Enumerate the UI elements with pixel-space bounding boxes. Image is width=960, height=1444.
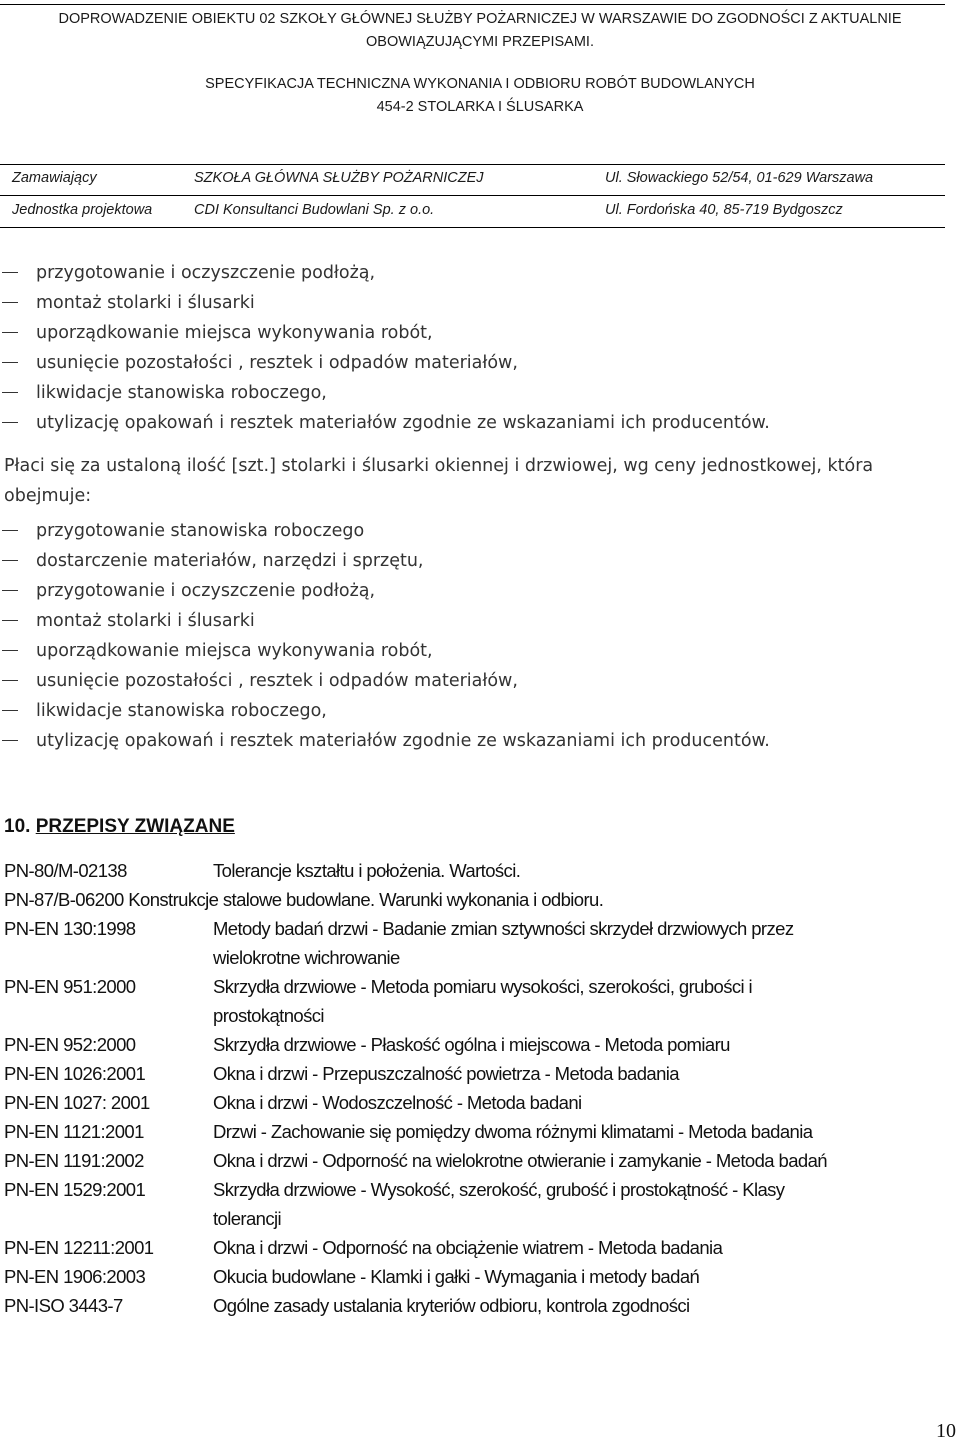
ordering-party-label: Zamawiający bbox=[12, 170, 97, 186]
standard-row bbox=[0, 856, 960, 885]
payment-paragraph: Płaci się za ustaloną ilość [szt.] stolarki i ślusarki okiennej i drzwiowej, wg ceny jednostkowej, która obejmuje: bbox=[4, 456, 874, 506]
standard-description: Skrzydła drzwiowe - Metoda pomiaru wysokości, szerokości, grubości i prostokątności bbox=[213, 976, 753, 1026]
specification-subtitle: 454-2 STOLARKA I ŚLUSARKA bbox=[376, 99, 584, 115]
standard-description: Okna i drzwi - Przepuszczalność powietrza - Metoda badania bbox=[213, 1063, 679, 1084]
standard-row bbox=[0, 1030, 960, 1059]
ordering-party-name: SZKOŁA GŁÓWNA SŁUŻBY POŻARNICZEJ bbox=[194, 170, 484, 186]
dash-bullet-icon bbox=[2, 362, 18, 363]
standard-code: PN-EN 1529:2001 bbox=[4, 1179, 146, 1200]
dash-bullet-icon bbox=[2, 392, 18, 393]
standard-code: PN-EN 1026:2001 bbox=[4, 1063, 146, 1084]
specification-title: SPECYFIKACJA TECHNICZNA WYKONANIA I ODBIORU ROBÓT BUDOWLANYCH bbox=[205, 76, 755, 92]
section-number: 10. bbox=[4, 816, 31, 837]
standard-row bbox=[0, 1233, 960, 1262]
document-title-line-1: DOPROWADZENIE OBIEKTU 02 SZKOŁY GŁÓWNEJ SŁUŻBY POŻARNICZEJ W WARSZAWIE DO ZGODNOŚCI Z AKTUALNIE bbox=[58, 11, 902, 27]
standard-row bbox=[0, 885, 960, 914]
dash-bullet-icon bbox=[2, 422, 18, 423]
list-item: likwidacje stanowiska roboczego, bbox=[0, 378, 770, 408]
standard-code: PN-EN 1121:2001 bbox=[4, 1121, 144, 1142]
dash-bullet-icon bbox=[2, 272, 18, 273]
standard-row bbox=[0, 1117, 960, 1146]
list-item: usunięcie pozostałości , resztek i odpadów materiałów, bbox=[0, 348, 770, 378]
work-scope-list bbox=[0, 258, 770, 438]
standard-row bbox=[0, 1175, 960, 1233]
standard-description: Ogólne zasady ustalania kryteriów odbioru, kontrola zgodności bbox=[213, 1295, 690, 1316]
ordering-party-row bbox=[12, 170, 942, 194]
standards-list bbox=[0, 856, 960, 1320]
standard-code: PN-87/B-06200 bbox=[4, 889, 124, 910]
standard-code: PN-EN 951:2000 bbox=[4, 976, 136, 997]
dash-bullet-icon bbox=[2, 620, 18, 621]
standard-description: Skrzydła drzwiowe - Płaskość ogólna i miejscowa - Metoda pomiaru bbox=[213, 1034, 730, 1055]
standard-description: Konstrukcje stalowe budowlane. Warunki wykonania i odbioru. bbox=[128, 889, 604, 910]
section-title: PRZEPISY ZWIĄZANE bbox=[35, 816, 235, 837]
list-item: likwidacje stanowiska roboczego, bbox=[0, 696, 770, 726]
design-unit-address: Ul. Fordońska 40, 85-719 Bydgoszcz bbox=[605, 202, 843, 218]
list-item: uporządkowanie miejsca wykonywania robót, bbox=[0, 318, 770, 348]
standard-code: PN-EN 1191:2002 bbox=[4, 1150, 144, 1171]
standard-description: Metody badań drzwi - Badanie zmian sztywności skrzydeł drzwiowych przez wielokrotne wichrowanie bbox=[213, 918, 794, 968]
list-item: dostarczenie materiałów, narzędzi i sprzętu, bbox=[0, 546, 770, 576]
standard-row bbox=[0, 972, 960, 1030]
standard-code: PN-EN 952:2000 bbox=[4, 1034, 136, 1055]
price-scope-list bbox=[0, 516, 770, 756]
standard-row bbox=[0, 1146, 960, 1175]
standard-description: Drzwi - Zachowanie się pomiędzy dwoma różnymi klimatami - Metoda badania bbox=[213, 1121, 813, 1142]
design-unit-row bbox=[12, 202, 942, 226]
standard-description: Tolerancje kształtu i położenia. Wartości. bbox=[213, 860, 521, 881]
dash-bullet-icon bbox=[2, 332, 18, 333]
standard-description: Okucia budowlane - Klamki i gałki - Wymagania i metody badań bbox=[213, 1266, 700, 1287]
standard-code: PN-ISO 3443-7 bbox=[4, 1295, 123, 1316]
standard-code: PN-EN 1027: 2001 bbox=[4, 1092, 150, 1113]
dash-bullet-icon bbox=[2, 530, 18, 531]
info-table-top-rule bbox=[0, 164, 945, 165]
standard-row bbox=[0, 914, 960, 972]
header-top-rule bbox=[0, 4, 945, 5]
section-heading bbox=[4, 816, 235, 838]
standard-description: Skrzydła drzwiowe - Wysokość, szerokość, grubość i prostokątność - Klasy tolerancji bbox=[213, 1179, 785, 1229]
dash-bullet-icon bbox=[2, 680, 18, 681]
standard-code: PN-80/M-02138 bbox=[4, 860, 127, 881]
list-item: uporządkowanie miejsca wykonywania robót, bbox=[0, 636, 770, 666]
list-item: przygotowanie i oczyszczenie podłożą, bbox=[0, 258, 770, 288]
standard-code: PN-EN 1906:2003 bbox=[4, 1266, 146, 1287]
list-item: utylizację opakowań i resztek materiałów zgodnie ze wskazaniami ich producentów. bbox=[0, 408, 770, 438]
dash-bullet-icon bbox=[2, 650, 18, 651]
info-table-bottom-rule bbox=[0, 227, 945, 228]
ordering-party-address: Ul. Słowackiego 52/54, 01-629 Warszawa bbox=[605, 170, 874, 186]
standard-description: Okna i drzwi - Wodoszczelność - Metoda badani bbox=[213, 1092, 582, 1113]
dash-bullet-icon bbox=[2, 590, 18, 591]
standard-row bbox=[0, 1088, 960, 1117]
info-table-middle-rule bbox=[0, 195, 945, 196]
standard-code: PN-EN 130:1998 bbox=[4, 918, 136, 939]
dash-bullet-icon bbox=[2, 302, 18, 303]
list-item: usunięcie pozostałości , resztek i odpadów materiałów, bbox=[0, 666, 770, 696]
list-item: przygotowanie stanowiska roboczego bbox=[0, 516, 770, 546]
document-title-line-2: OBOWIĄZUJĄCYMI PRZEPISAMI. bbox=[366, 34, 594, 50]
standard-description: Okna i drzwi - Odporność na wielokrotne otwieranie i zamykanie - Metoda badań bbox=[213, 1150, 827, 1171]
standard-row bbox=[0, 1059, 960, 1088]
standard-description: Okna i drzwi - Odporność na obciążenie wiatrem - Metoda badania bbox=[213, 1237, 723, 1258]
list-item: utylizację opakowań i resztek materiałów zgodnie ze wskazaniami ich producentów. bbox=[0, 726, 770, 756]
dash-bullet-icon bbox=[2, 560, 18, 561]
dash-bullet-icon bbox=[2, 740, 18, 741]
list-item: montaż stolarki i ślusarki bbox=[0, 288, 770, 318]
design-unit-label: Jednostka projektowa bbox=[12, 202, 153, 218]
list-item: przygotowanie i oczyszczenie podłożą, bbox=[0, 576, 770, 606]
standard-row bbox=[0, 1291, 960, 1320]
standard-code: PN-EN 12211:2001 bbox=[4, 1237, 154, 1258]
design-unit-name: CDI Konsultanci Budowlani Sp. z o.o. bbox=[194, 202, 435, 218]
list-item: montaż stolarki i ślusarki bbox=[0, 606, 770, 636]
standard-row bbox=[0, 1262, 960, 1291]
page-number: 10 bbox=[936, 1420, 956, 1442]
dash-bullet-icon bbox=[2, 710, 18, 711]
